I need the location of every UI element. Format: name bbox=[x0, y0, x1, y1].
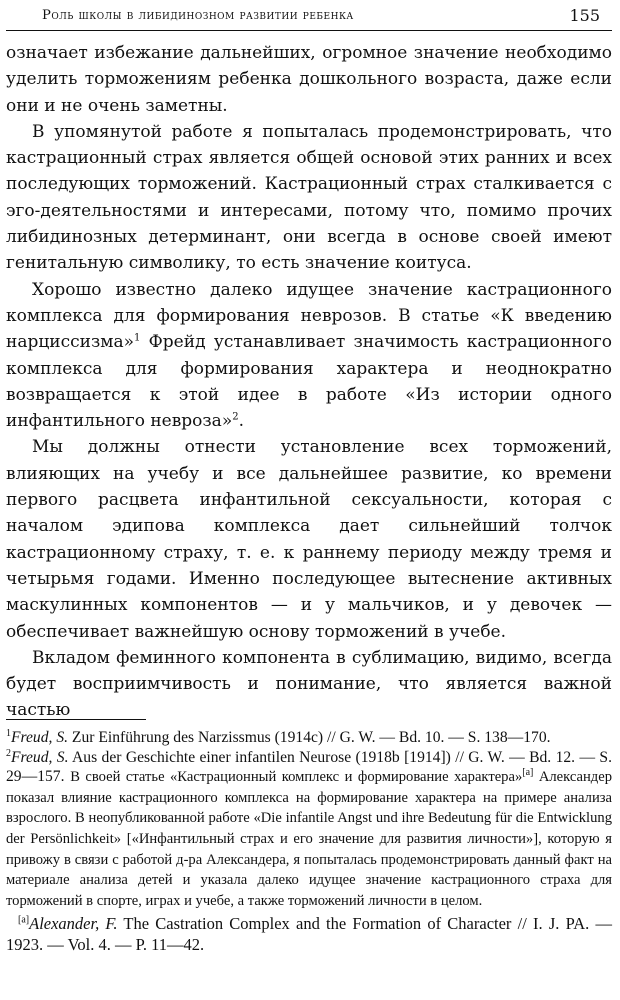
footnote-a bbox=[6, 913, 612, 955]
footnote-1 bbox=[6, 728, 612, 748]
footnote-ref-2[interactable]: 2 bbox=[232, 411, 239, 423]
footnote-2-russian-b: Александер показал влияние кастрационного комплекса на формирование характера на примере анализа взрослого. В неопубликованной работе «Die infantile Angst und ihre Bedeutung für die Entwicklung der Persönlichkeit» [«Инфантильный страх и его значение для развития личности»], которую я привожу в связи с работой д-ра Александера, я попыталась продемонстрировать данный факт на материале анализа детей и указала далеко идущее значение кастрационного страха для торможений в спорте, играх и учебе, а также торможений личности в целом. bbox=[6, 769, 612, 909]
footnote-2-note-ref[interactable]: [a] bbox=[522, 767, 534, 778]
paragraph-3-part-b: Фрейд устанавливает значимость кастрационного комплекса для формирования характера и неоднократно возвращается к этой идее в работе «Из истории одного инфантильного невроза» bbox=[6, 332, 612, 432]
footnote-2-russian-a: В своей статье «Кастрационный комплекс и формирование характера» bbox=[70, 769, 523, 786]
footnote-2-mark: 2 bbox=[6, 747, 11, 759]
footnote-1-text: Zur Einführung des Narzissmus (1914c) // G. W. — Bd. 10. — S. 138—170. bbox=[68, 729, 551, 746]
footnote-divider bbox=[6, 719, 146, 720]
footnotes bbox=[6, 728, 612, 955]
paragraph-1: означает избежание дальнейших, огромное значение необходимо уделить торможениям ребенка дошкольного возраста, даже если они и не очень заметны. bbox=[6, 43, 612, 116]
paragraph-2: В упомянутой работе я попыталась продемонстрировать, что кастрационный страх является общей основой этих ранних и всех последующих торможений. Кастрационный страх сталкивается с эго-деятельностями и интересами, потому что, помимо прочих либидинозных детерминант, они всегда в основе своей имеют генитальную символику, то есть значение коитуса. bbox=[6, 121, 612, 274]
footnote-ref-1[interactable]: 1 bbox=[134, 332, 141, 344]
footnote-2-text: Aus der Geschichte einer infantilen Neurose (1918b [1914]) // G. W. — Bd. 12. — S. 29—157. bbox=[6, 748, 612, 786]
footnote-1-author: Freud, S. bbox=[11, 729, 69, 746]
footnote-a-author: Alexander, F. bbox=[29, 914, 118, 934]
paragraph-4: Мы должны отнести установление всех торможений, влияющих на учебу и все дальнейшее развитие, ко времени первого расцвета инфантильной сексуальности, которая с началом эдипова комплекса дает сильнейший толчок кастрационному страху, т. е. к раннему периоду между тремя и четырьмя годами. Именно последующее вытеснение активных маскулинных компонентов — и у мальчиков, и у девочек — обеспечивает важнейшую основу торможений в учебе. bbox=[6, 437, 612, 642]
footnote-a-text: The Castration Complex and the Formation of Character // I. J. PA. — 1923. — Vol. 4. — P. 11—42. bbox=[6, 914, 612, 955]
running-head bbox=[6, 4, 612, 31]
footnote-2-author: Freud, S. bbox=[11, 748, 69, 766]
paragraph-3 bbox=[6, 277, 612, 435]
running-title: Роль школы в либидинозном развитии ребенка bbox=[42, 8, 354, 23]
footnote-2 bbox=[6, 748, 612, 912]
main-text bbox=[6, 40, 612, 724]
paragraph-3-part-c: . bbox=[238, 411, 245, 432]
footnote-1-mark: 1 bbox=[6, 727, 11, 739]
paragraph-3-part-a: Хорошо известно далеко идущее значение кастрационного комплекса для формирования неврозов. В статье «К введению нарциссизма» bbox=[6, 279, 612, 353]
page-number: 155 bbox=[569, 6, 600, 25]
paragraph-5: Вкладом феминного компонента в сублимацию, видимо, всегда будет восприимчивость и понимание, что является важной частью bbox=[6, 647, 612, 721]
footnote-a-mark: [a] bbox=[18, 914, 30, 926]
